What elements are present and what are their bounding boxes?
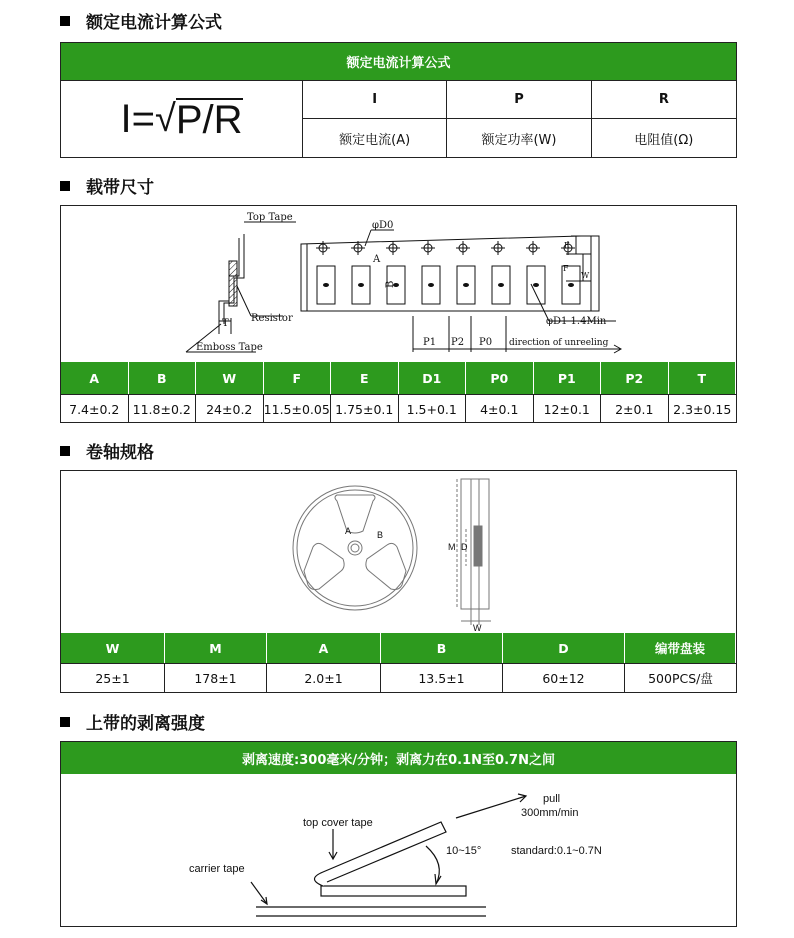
tape-header-cell: B [129,362,197,394]
label-e: E [564,241,570,250]
symbol-i: I [303,81,447,119]
bullet-square-icon [60,446,70,456]
tape-header-cell: F [264,362,332,394]
tape-header-cell: P1 [534,362,602,394]
pocket-hole [568,283,574,287]
tape-value-cell: 24±0.2 [196,395,264,423]
peel-label-carrier-tape: carrier tape [189,863,245,875]
section-title-tape [60,173,154,198]
reel-label-b: B [377,530,384,540]
bullet-square-icon [60,16,70,26]
peel-label-standard: standard:0.1~0.7N [511,845,602,857]
tape-value-cell: 11.5±0.05 [264,395,332,423]
tape-header-cell: T [669,362,737,394]
label-t: T [222,318,229,329]
section-title-text: 额定电流计算公式 [86,13,222,33]
label-f: F [563,264,569,273]
tape-header-row [61,362,736,394]
symbol-p: P [447,81,591,119]
section-title-peel [60,709,205,734]
peel-label-speed: 300mm/min [521,807,579,819]
label-emboss-tape: Emboss Tape [196,342,263,353]
tape-dimension-box [60,205,737,423]
reel-value-cell: 500PCS/盘 [648,671,713,686]
label-d0: φD0 [372,220,394,231]
section-title-text: 载带尺寸 [86,178,154,198]
label-d1: φD1 1.4Min [546,316,607,327]
pocket-hole [323,283,329,287]
peel-strength-box [60,741,737,927]
tape-header-cell: P2 [601,362,669,394]
tape-value-cell: 4±0.1 [466,395,534,423]
reel-label-m: M [448,542,456,552]
reel-header-cell: 编带盘装 [625,633,736,663]
label-b: B [385,280,396,288]
label-direction: direction of unreeling [509,338,609,348]
reel-value-cell: 60±12 [503,664,625,692]
symbol-r: R [592,81,736,119]
reel-header-row [61,633,736,663]
tape-value-cell: 2.3±0.15 [673,401,732,417]
peel-label-top-cover-tape: top cover tape [303,817,373,829]
reel-header-cell: D [503,633,625,663]
reel-value-cell: 25±1 [61,664,165,692]
reel-spec-box [60,470,737,693]
formula-table-header: 额定电流计算公式 [61,43,736,81]
tape-header-cell: W [196,362,264,394]
reel-header-cell: W [61,633,165,663]
sprocket-holes [316,241,575,255]
section-title-text: 上带的剥离强度 [86,714,205,734]
pocket-hole [533,283,539,287]
formula-table [60,42,737,158]
reel-header-cell: B [381,633,503,663]
name-current: 额定电流(A) [303,119,447,157]
label-p2: P2 [451,337,465,348]
tape-diagram [61,206,736,362]
section-title-reel [60,438,154,463]
tape-value-cell: 1.5+0.1 [399,395,467,423]
label-w: W [581,271,590,280]
peel-diagram [61,774,736,926]
peel-label-angle: 10~15° [446,845,482,857]
pocket-hole [498,283,504,287]
tape-value-cell: 1.75±0.1 [331,395,399,423]
reel-label-d: D [461,542,468,552]
reel-header-cell: A [267,633,381,663]
reel-values-row [61,663,736,692]
tape-header-cell: E [331,362,399,394]
tape-pockets [317,266,580,304]
equation-right: P/R [175,98,243,142]
reel-value-cell: 2.0±1 [267,664,381,692]
name-resistance: 电阻值(Ω) [634,132,694,148]
name-power: 额定功率(W) [447,119,591,157]
tape-header-cell: A [61,362,129,394]
pocket-hole [463,283,469,287]
tape-values-row [61,394,736,423]
reel-label-w: W [473,623,482,633]
peel-label-pull: pull [543,793,561,805]
label-a: A [373,254,381,265]
bullet-square-icon [60,717,70,727]
reel-label-a: A [345,526,352,536]
label-p1: P1 [423,337,437,348]
label-p0: P0 [479,337,493,348]
formula-equation [61,81,303,157]
reel-diagram [61,471,736,633]
tape-value-cell: 2±0.1 [601,395,669,423]
pocket-hole [428,283,434,287]
tape-value-cell: 12±0.1 [534,395,602,423]
reel-value-cell: 13.5±1 [381,664,503,692]
section-title-formula [60,8,222,33]
reel-value-cell: 178±1 [165,664,267,692]
tape-header-cell: D1 [399,362,467,394]
tape-value-cell: 11.8±0.2 [129,395,197,423]
peel-header: 剥离速度:300毫米/分钟；剥离力在0.1N至0.7N之间 [61,742,736,774]
section-title-text: 卷轴规格 [86,443,154,463]
bullet-square-icon [60,181,70,191]
sqrt-symbol: √ [154,97,176,140]
tape-value-cell: 7.4±0.2 [61,395,129,423]
reel-header-cell: M [165,633,267,663]
label-resistor: Resistor [251,313,293,324]
pocket-hole [358,283,364,287]
tape-header-cell: P0 [466,362,534,394]
equation-left: I= [120,96,155,141]
label-top-tape: Top Tape [247,212,293,223]
